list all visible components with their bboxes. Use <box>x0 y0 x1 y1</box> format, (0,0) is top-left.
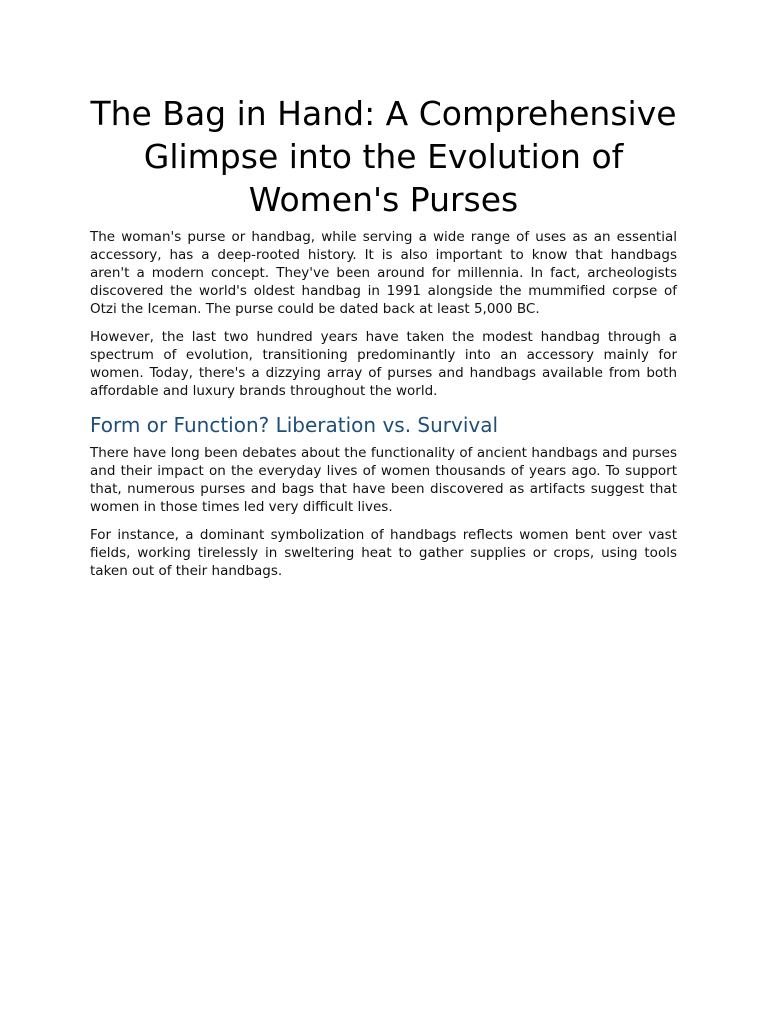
intro-paragraph-2: However, the last two hundred years have taken the modest handbag through a spectrum of evolution, transitioning predominantly into an accessory mainly for women. Today, there's a dizzying array of purses and handbags available from both affordable and luxury brands throughout the world. <box>90 329 677 399</box>
section-paragraph-2: For instance, a dominant symbolization of handbags reflects women bent over vast fields, working tirelessly in sweltering heat to gather supplies or crops, using tools taken out of their handbags. <box>90 527 677 579</box>
document-title: The Bag in Hand: A Comprehensive Glimpse into the Evolution of Women's Purses <box>90 94 677 219</box>
document-page <box>90 92 677 590</box>
section-heading: Form or Function? Liberation vs. Survival <box>90 413 499 437</box>
section-paragraph-1: There have long been debates about the functionality of ancient handbags and purses and their impact on the everyday lives of women thousands of years ago. To support that, numerous purses and bags that have been discovered as artifacts suggest that women in those times led very difficult lives. <box>90 445 677 515</box>
intro-paragraph-1: The woman's purse or handbag, while serving a wide range of uses as an essential accessory, has a deep-rooted history. It is also important to know that handbags aren't a modern concept. They've been around for millennia. In fact, archeologists discovered the world's oldest handbag in 1991 alongside the mummified corpse of Otzi the Iceman. The purse could be dated back at least 5,000 BC. <box>90 229 677 317</box>
